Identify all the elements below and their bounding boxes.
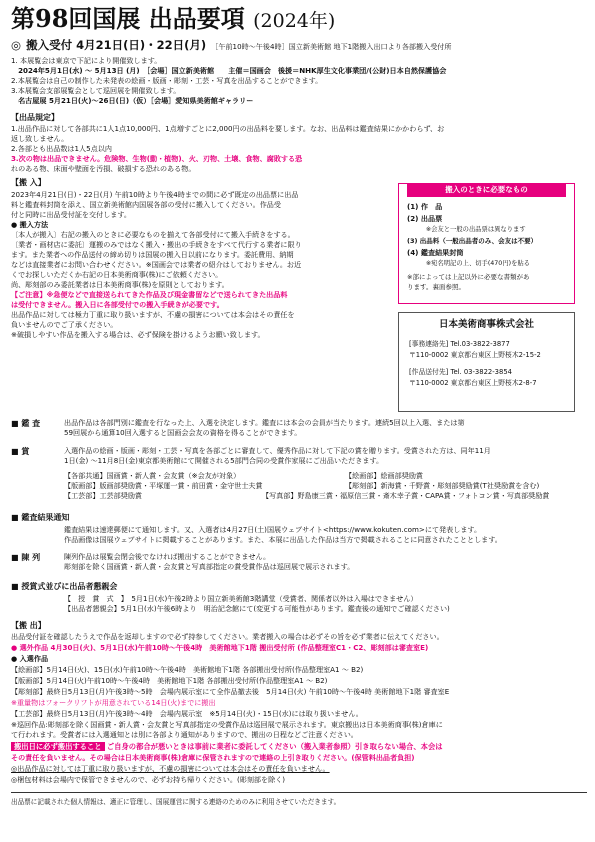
receipt-dates: 搬入受付 4月21日(日)・22日(月) (26, 38, 207, 52)
display-line: 陳列作品は展覧会閉会後でなければ搬出することができません。 (64, 552, 271, 561)
required-item-note: ※宛名明記の上、切手(470円)を貼る (407, 260, 530, 267)
agent-contact-line: [作品送付先] Tel. 03-3822-3854 (409, 368, 512, 376)
carry-out-line: ◎出品作品に対しては丁重に取り扱いますが、不慮の損害については本会はその責任を負いません。 (11, 764, 330, 773)
carry-in-line: 負いませんのでご了承ください。 (11, 320, 118, 329)
carry-out-warning: 搬出日に必ず搬出すること ご自身の都合が悪いときは事前に業者に委託してください（搬入業者参照）引き取らない場合、本会は (11, 742, 587, 752)
carry-in-line: 【ご注意】※急便などで直接送られてきた作品及び現金書留などで送られてきた出品料 (11, 290, 288, 299)
award-item: 【版画部】版画部奨励賞・平塚運一賞・前田賞・金守世士夫賞 (64, 481, 263, 490)
required-item-note: ※部によっては上記以外に必要な書類があ (407, 273, 530, 281)
carry-out-line: 出品受付証を確認したうえで作品を返却しますので必ず持参してください。業者搬入の場合は必ずその旨を必ず業者に伝えてください。 (11, 632, 444, 641)
carry-out-line: ● 選外作品 4月30日(火)、5月1日(水)午前10時～午後4時 美術館地下1階 搬出受付所 (作品整理室C1・C2、彫刻部は審査室E) (11, 643, 429, 652)
review-line: 59回展から通算10回入選すると国画会会友の資格を得ることができます。 (64, 428, 302, 437)
carry-out-line: 【版画部】5月14日(火)午前10時～午後4時 美術館地下1階 各部搬出受付所(作品整理室A1 ～ B2) (11, 676, 328, 685)
award-item: 【工芸部】工芸部奨励賞 (64, 491, 143, 500)
required-item: (4) 鑑査結果封筒 (407, 248, 464, 257)
carry-out-line: ● 入選作品 (11, 654, 49, 663)
receipt-line (11, 37, 452, 54)
carry-out-line: 【彫刻部】最終日5月13日(月)午後3時～5時 会場内展示室にて全作品撤去後 5月14日(火) 午前10時～午後4時 美術館地下1階 審査室E (11, 687, 450, 696)
carry-in-line: 〔本人が搬入〕右記の搬入のときに必要なものを揃えて各部受付にて搬入手続きをする。 (11, 230, 295, 239)
footer-divider (11, 792, 587, 793)
awards-heading: ■ 賞 (11, 447, 30, 456)
carry-out-line: て行われます。受賞者には入選通知とは別に各部より通知がありますので、搬出の日程などご注意ください。 (11, 730, 358, 739)
agent-contact-box (398, 312, 575, 412)
carry-in-line: くでお探しいただくか右記の日本美術商事(株)にご依頼ください。 (11, 270, 223, 279)
carry-in-line: 尚、彫刻部のみ委託業者は日本美術商事(株)を原則としております。 (11, 280, 229, 289)
intro-line: 2.本展覧会は自己の制作した未発表の絵画・版画・彫刻・工芸・写真を出品することができます。 (11, 76, 323, 85)
results-heading: ■ 鑑査結果通知 (11, 513, 70, 522)
display-heading: ■ 陳 列 (11, 553, 41, 562)
regulation-line: 1.出品作品に対して各部共に1人1点10,000円、1点増すごとに2,000円の出品料を要します。なお、出品料は鑑査結果にかかわらず、お (11, 124, 445, 133)
carry-in-line: 付と同時に出品受付証を交付します。 (11, 210, 132, 219)
review-heading: ■ 鑑 査 (11, 419, 41, 428)
required-items-heading: 搬入のときに必要なもの (407, 183, 566, 197)
agent-contact-line: [事務連絡先] Tel.03-3822-3877 (409, 340, 510, 348)
carry-out-line: ※巡回作品:彫刻部を除く国画賞・新人賞・会友賞と写真部指定の受賞作品は巡回展で展示されます。東京搬出は日本美術商事(株)倉庫に (11, 720, 443, 729)
carry-in-line: ● 搬入方法 (11, 220, 49, 229)
required-item-note: ります。裏面参照。 (407, 283, 465, 291)
carry-in-heading: 【搬 入】 (11, 178, 46, 187)
intro-line: 名古屋展 5月21日(火)～26日(日)（仮）［会場］愛知県美術館ギャラリー (11, 96, 254, 105)
required-item-note: ※会友と一般の出品票は異なります (407, 226, 526, 233)
intro-line: 1. 本展覧会は東京で下記により開催致します。 (11, 56, 162, 65)
carry-in-line: 2023年4月21日(日)・22日(月) 午前10時より午後4時までの間に必ず既定の出品票に出品 (11, 190, 299, 199)
regulation-line: 返し致しません。 (11, 134, 69, 143)
award-item: 【彫刻部】新海賞・千野賞・彫刻部奨励賞(T社奨励賞を含む) (345, 481, 540, 490)
page-title: 第98回国展 出品要項 (2024年) (11, 4, 336, 33)
intro-line: 3.本展覧会支部展覧会として巡回展を開催致します。 (11, 86, 181, 95)
regulation-line: れのある物、床面や壁面を汚損、破損する恐れのある物。 (11, 164, 196, 173)
carry-in-line: などは直接業者にお問い合わせください。※国画会では業者の紹介はしておりません。お近 (11, 260, 302, 269)
carry-out-line: その責任を負いません。その場合は日本美術商事(株)倉庫に保管されますので連絡の上引き取りください。(保管料出品者負担) (11, 753, 415, 762)
intro-line: 2024年5月1日(水) ～ 5月13日 (月) ［会場］国立新美術館 主催＝国画会 後援＝NHK厚生文化事業団/(公財)日本自然保護協会 (11, 66, 447, 75)
carry-out-line: ※重量物はフォークリフトが用意されている14日(火)までに搬出 (11, 698, 216, 707)
carry-in-line: 出品作品に対しては極力丁重に取り扱いますが、不慮の損害については本会はその責任を (11, 310, 295, 319)
carry-in-line: 〔業者・画材店に委託〕運搬のみではなく搬入・搬出の手続きをすべて代行する業者に限り (11, 240, 302, 249)
footer-note: 出品票に記載された個人情報は、適正に管理し、国展運営に関する連絡のためのみに利用させていただきます。 (11, 798, 341, 806)
regulation-line: 2.各部とも出品数は1人5点以内 (11, 144, 112, 153)
regulation-line: 3.次の物は出品できません。危険物、生物(動・植物)、火、刃物、土壌、食物、腐敗する恐 (11, 154, 303, 163)
carry-in-line: は受付できません。搬入日に各部受付での搬入手続きが必要です。 (11, 300, 224, 309)
awards-line: 1日(金) ～11月8日(金)東京都美術館にて開催される5部門合同の受賞作家展にご出品いただきます。 (64, 456, 384, 465)
regulations-heading: 【出品規定】 (11, 113, 59, 122)
agent-name: 日本美術商事株式会社 (438, 319, 534, 330)
results-line: 鑑査結果は速達郵便にて通知します。又、入選者は4月27日(土)国展ウェブサイト<https://www.kokuten.com>にて発表します。 (64, 525, 482, 534)
carry-in-line: 料と鑑査料封筒を添え、国立新美術館内国展各部の受付に搬入してください。作品受 (11, 200, 281, 209)
review-line: 出品作品は各部門別に鑑査を行なった上、入選を決定します。鑑査には本会の会員が当たります。連続5回以上入選、または第 (64, 418, 465, 427)
receipt-location: ［午前10時～午後4時］国立新美術館 地下1階搬入出口より各部搬入受付所 (211, 42, 452, 51)
carry-in-line: ※破損しやすい作品を搬入する場合は、必ず保険を掛けるようお願い致します。 (11, 330, 265, 339)
carry-out-line: 【工芸部】最終日5月13日(月)午後3時～4時 会場内展示室 ※5月14日(火)・15日(水)には取り扱いません。 (11, 709, 363, 718)
award-item: 【各部共通】国画賞・新人賞・会友賞（※会友が対象） (64, 471, 241, 480)
awards-line: 入選作品の絵画・版画・彫刻・工芸・写真を各部ごとに審査して、優秀作品に対して下記の賞を贈ります。受賞された方は、同年11月 (64, 446, 491, 455)
agent-contact-line: 〒110-0002 東京都台東区上野桜木2-8-7 (409, 379, 537, 387)
double-circle-icon: ◎ (11, 38, 22, 52)
required-item: (3) 出品料（一般出品者のみ、会友は不要） (407, 237, 538, 245)
ceremony-heading: ■ 授賞式並びに出品者懇親会 (11, 582, 118, 591)
ceremony-line: 【 授 賞 式 】 5月1日(水)午後2時より国立新美術館3階講堂（受賞者、関係者以外は入場はできません） (64, 594, 418, 603)
carry-out-heading: 【搬 出】 (11, 621, 46, 630)
required-item: (1) 作 品 (407, 202, 443, 211)
carry-out-line: 【絵画部】5月14日(火)、15日(水)午前10時～午後4時 美術館地下1階 各部搬出受付所(作品整理室A1 ～ B2) (11, 665, 364, 674)
results-line: 作品画像は国展ウェブサイトに掲載することがあります。また、本展に出品した作品は当方で掲載されることに同意されたこととします。 (64, 535, 502, 544)
carry-in-line: ます。また業者への作品送付の締め切りは国展の搬入日以前になります。委託費用、納期 (11, 250, 294, 259)
carry-out-badge: 搬出日に必ず搬出すること (11, 742, 105, 751)
ceremony-line: 【出品者懇親会】5月1日(水)午後6時より 明治記念館にて(変更する可能性があります。鑑査後の通知でご確認ください) (64, 604, 450, 613)
required-item: (2) 出品票 (407, 214, 443, 223)
agent-contact-line: 〒110-0002 東京都台東区上野桜木2-15-2 (409, 351, 541, 359)
award-item: 【写真部】野島康三賞・福原信三賞・斎木幸子賞・CAPA賞・フォトコン賞・写真部奨励賞 (262, 491, 550, 500)
title-year: (2024年) (253, 10, 336, 32)
display-line: 彫刻部を除く国画賞・新人賞・会友賞と写真部指定の賞受賞作品は巡回展で展示されます。 (64, 562, 355, 571)
required-items-box (398, 183, 575, 304)
carry-out-line: ◎梱包材料は会場内で保管できませんので、必ずお持ち帰りください。(彫刻部を除く) (11, 775, 286, 784)
award-item: 【絵画部】絵画部奨励賞 (345, 471, 424, 480)
